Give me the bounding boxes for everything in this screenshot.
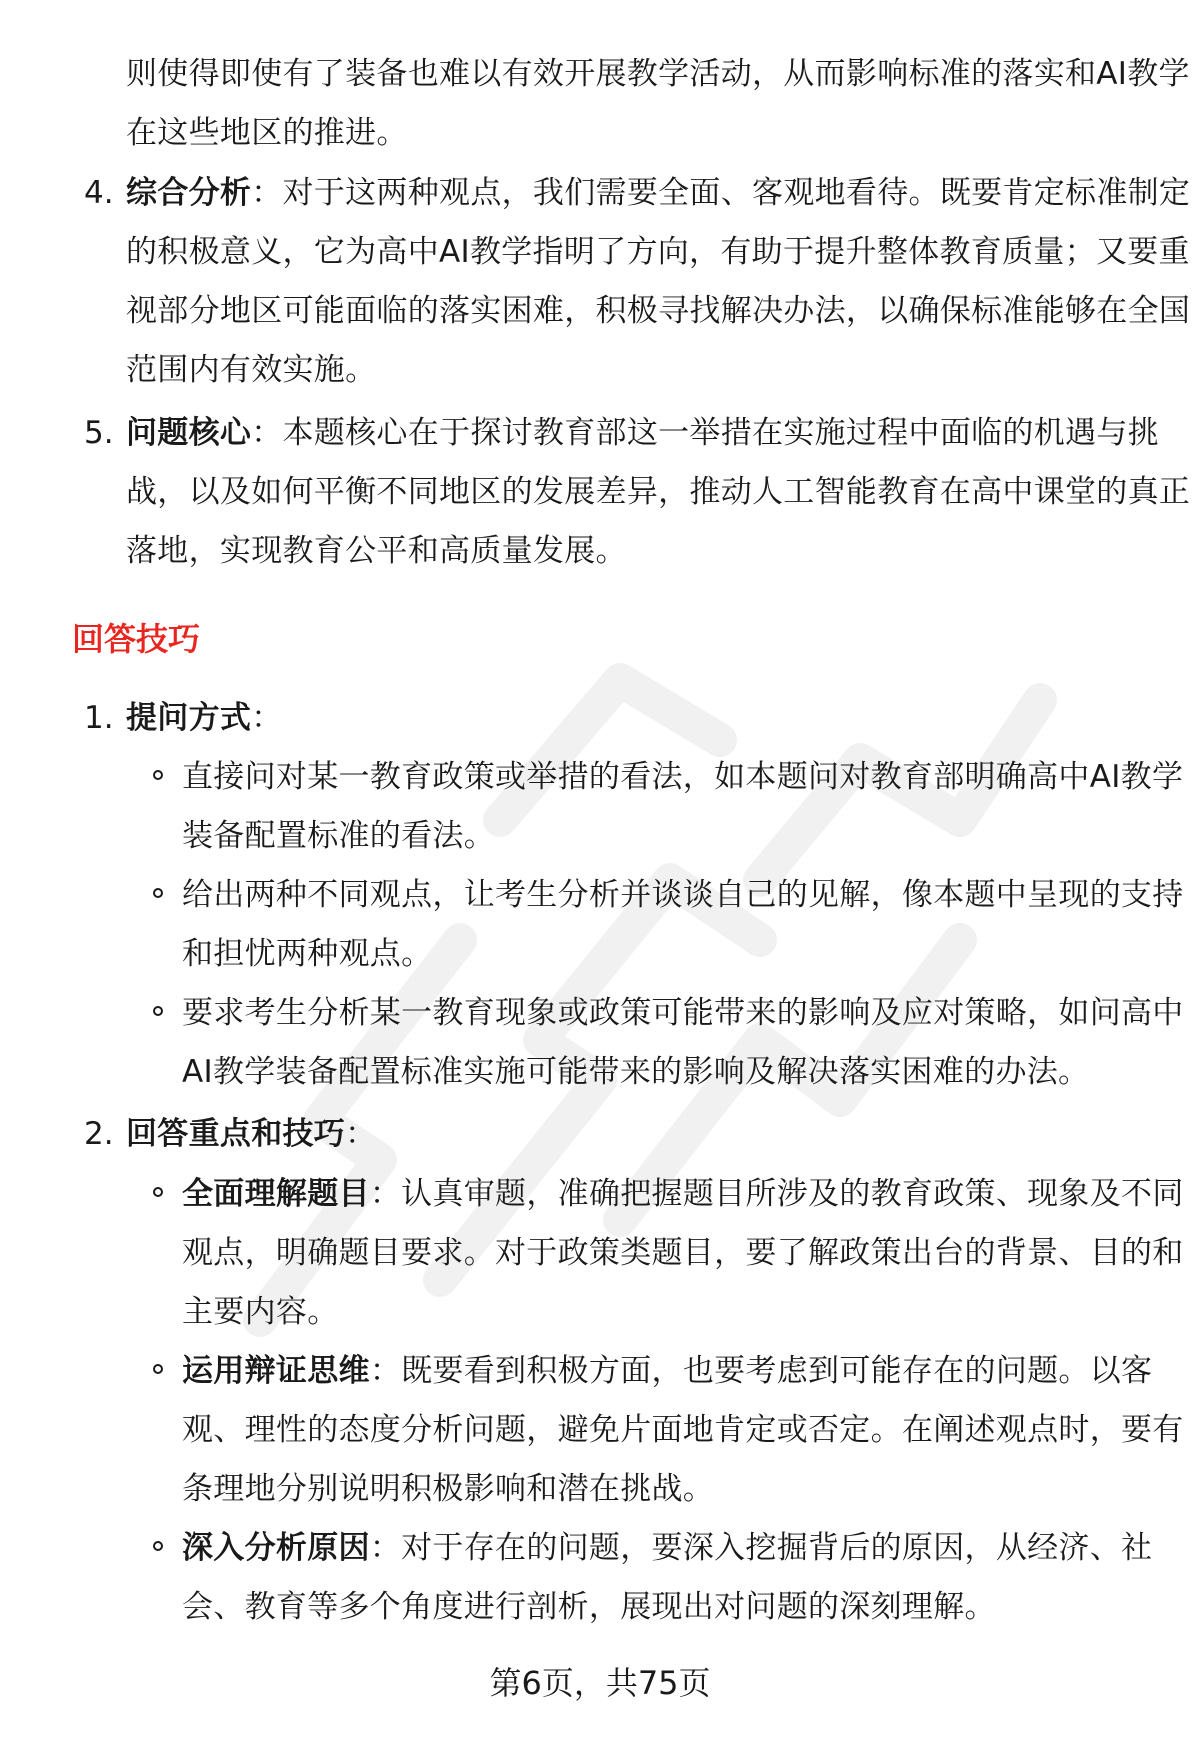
list-number: 5.: [84, 415, 114, 451]
bullet-line: [182, 1174, 1184, 1214]
continuation-line: 则使得即使有了装备也难以有效开展教学活动，从而影响标准的落实和AI教学: [126, 56, 1190, 92]
bullet-circle-icon: [153, 1006, 163, 1016]
bullet-text: 要求考生分析某一教育现象或政策可能带来的影响及应对策略，如问高中: [182, 995, 1184, 1031]
bullet-text: 观、理性的态度分析问题，避免片面地肯定或否定。在阐述观点时，要有: [182, 1412, 1184, 1448]
bullet-circle-icon: [153, 888, 163, 898]
section-heading: 回答技巧: [72, 620, 201, 658]
bullet-circle-icon: [153, 1364, 163, 1374]
list-item-term: 问题核心: [126, 415, 252, 451]
list-item-line: [126, 413, 1159, 453]
list-item-text: 落地，实现教育公平和高质量发展。: [126, 533, 627, 569]
list-number: 1.: [84, 700, 114, 736]
bullet-text: 认真审题，准确把握题目所涉及的教育政策、现象及不同: [401, 1176, 1184, 1212]
list-number: 4.: [84, 175, 114, 211]
bullet-text: 观点，明确题目要求。对于政策类题目，要了解政策出台的背景、目的和: [182, 1235, 1184, 1271]
separator: ：: [251, 175, 283, 211]
bullet-text: 条理地分别说明积极影响和潜在挑战。: [182, 1471, 715, 1507]
bullet-circle-icon: [153, 1541, 163, 1551]
bullet-term: 深入分析原因: [182, 1530, 370, 1566]
list-item-term: 综合分析: [126, 175, 252, 211]
bullet-term: 运用辩证思维: [182, 1353, 370, 1389]
separator: ：: [369, 1353, 402, 1389]
list-item-text: 对于这两种观点，我们需要全面、客观地看待。既要肯定标准制定: [282, 175, 1191, 211]
separator: ：: [369, 1530, 402, 1566]
list-item-text: 范围内有效实施。: [126, 352, 377, 388]
bullet-text: AI教学装备配置标准实施可能带来的影响及解决落实困难的办法。: [182, 1054, 1090, 1090]
list-item-term: 提问方式: [126, 700, 252, 736]
list-item-term: 回答重点和技巧: [126, 1116, 346, 1152]
list-item-text: 本题核心在于探讨教育部这一举措在实施过程中面临的机遇与挑: [282, 415, 1159, 451]
list-item-text: 视部分地区可能面临的落实困难，积极寻找解决办法，以确保标准能够在全国: [126, 293, 1191, 329]
continuation-line: 在这些地区的推进。: [126, 115, 408, 151]
list-item-line: [126, 698, 283, 738]
bullet-text: 装备配置标准的看法。: [182, 818, 495, 854]
separator: ：: [251, 415, 283, 451]
bullet-text: 主要内容。: [182, 1294, 339, 1330]
bullet-text: 对于存在的问题，要深入挖掘背后的原因，从经济、社: [401, 1530, 1153, 1566]
list-item-line: [126, 1114, 376, 1154]
bullet-text: 给出两种不同观点，让考生分析并谈谈自己的见解，像本题中呈现的支持: [182, 877, 1184, 913]
bullet-text: 会、教育等多个角度进行剖析，展现出对问题的深刻理解。: [182, 1589, 996, 1625]
page-number: 第6页，共75页: [489, 1664, 711, 1702]
separator: ：: [251, 700, 283, 736]
bullet-text: 和担忧两种观点。: [182, 936, 433, 972]
bullet-line: [182, 1528, 1152, 1568]
bullet-term: 全面理解题目: [182, 1176, 370, 1212]
list-item-text: 战，以及如何平衡不同地区的发展差异，推动人工智能教育在高中课堂的真正: [126, 474, 1191, 510]
list-item-line: [126, 173, 1190, 213]
list-number: 2.: [84, 1116, 114, 1152]
list-item-text: 的积极意义，它为高中AI教学指明了方向，有助于提升整体教育质量；又要重: [126, 234, 1190, 270]
separator: ：: [369, 1176, 402, 1212]
bullet-text: 既要看到积极方面，也要考虑到可能存在的问题。以客: [401, 1353, 1153, 1389]
bullet-circle-icon: [153, 770, 163, 780]
separator: ：: [345, 1116, 377, 1152]
bullet-line: [182, 1351, 1152, 1391]
bullet-circle-icon: [153, 1187, 163, 1197]
bullet-text: 直接问对某一教育政策或举措的看法，如本题问对教育部明确高中AI教学: [182, 759, 1184, 795]
